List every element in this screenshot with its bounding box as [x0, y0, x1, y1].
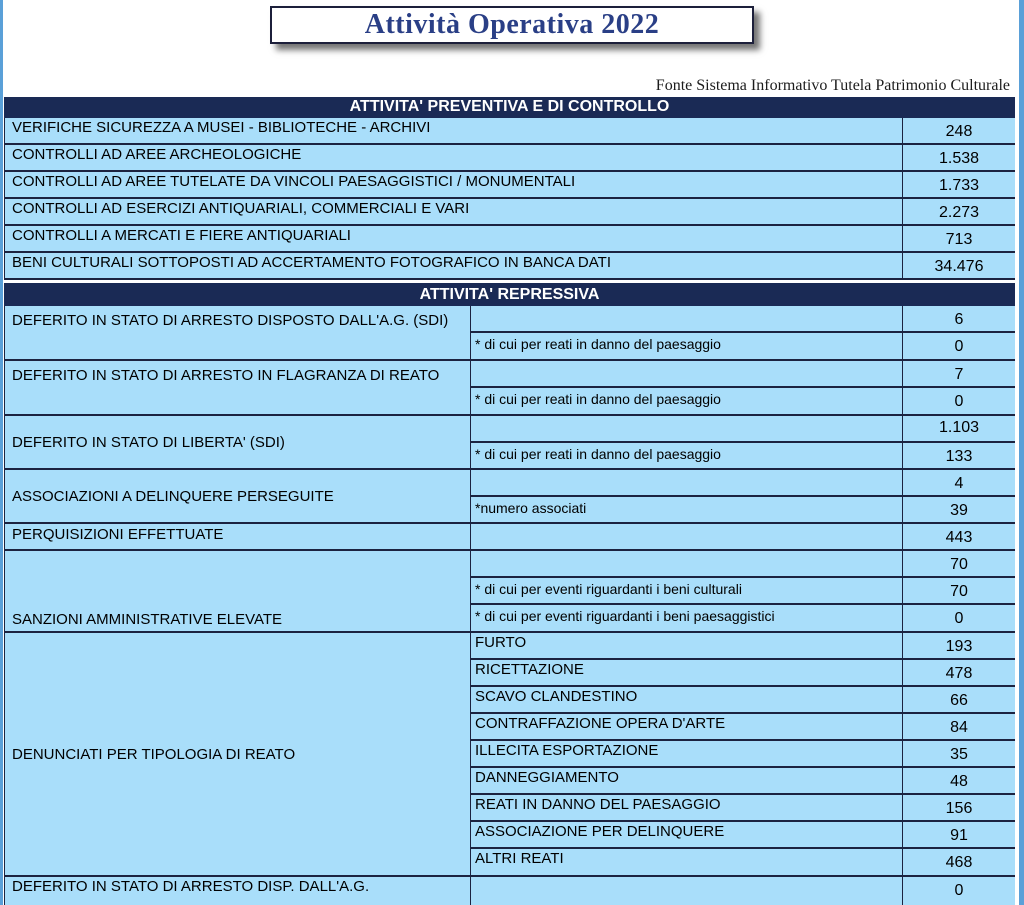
sub-label: * di cui per reati in danno del paesaggio	[470, 443, 902, 470]
sub-value: 39	[902, 497, 1015, 524]
window-right-border	[1019, 0, 1024, 905]
row-label: CONTROLLI AD ESERCIZI ANTIQUARIALI, COMMERCIALI E VARI	[4, 199, 902, 226]
section-header-preventive: ATTIVITA' PREVENTIVA E DI CONTROLLO	[4, 97, 1015, 118]
row-label: VERIFICHE SICUREZZA A MUSEI - BIBLIOTECHE - ARCHIVI	[4, 118, 902, 145]
row-value: 443	[902, 524, 1015, 551]
crime-type-label: SCAVO CLANDESTINO	[470, 687, 902, 714]
sub-label: *numero associati	[470, 497, 902, 524]
row-value: 713	[902, 226, 1015, 253]
crime-type-label: FURTO	[470, 633, 902, 660]
sub-label: * di cui per reati in danno del paesaggio	[470, 333, 902, 361]
title-box	[270, 6, 754, 44]
crime-type-label: CONTRAFFAZIONE OPERA D'ARTE	[470, 714, 902, 741]
row-value: 70	[902, 551, 1015, 578]
row-label: DEFERITO IN STATO DI ARRESTO DISP. DALL'A.G.	[4, 877, 470, 905]
row-label: CONTROLLI A MERCATI E FIERE ANTIQUARIALI	[4, 226, 902, 253]
crime-type-label: ASSOCIAZIONE PER DELINQUERE	[470, 822, 902, 849]
row-label: CONTROLLI AD AREE ARCHEOLOGICHE	[4, 145, 902, 172]
sub-label: * di cui per eventi riguardanti i beni paesaggistici	[470, 605, 902, 633]
row-value: 1.733	[902, 172, 1015, 199]
crime-type-value: 35	[902, 741, 1015, 768]
row-label: DEFERITO IN STATO DI LIBERTA' (SDI)	[4, 416, 470, 470]
crime-type-value: 193	[902, 633, 1015, 660]
empty-cell	[470, 361, 902, 388]
empty-cell	[470, 551, 902, 578]
row-label: DEFERITO IN STATO DI ARRESTO DISPOSTO DALL'A.G. (SDI)	[4, 306, 470, 361]
section-header-repressive: ATTIVITA' REPRESSIVA	[4, 283, 1015, 306]
crime-type-label: ILLECITA ESPORTAZIONE	[470, 741, 902, 768]
empty-cell	[470, 306, 902, 333]
page-title: Attività Operativa 2022	[364, 9, 660, 40]
source-note: Fonte Sistema Informativo Tutela Patrimonio Culturale	[655, 77, 1010, 94]
row-label: PERQUISIZIONI EFFETTUATE	[4, 524, 470, 551]
row-label: BENI CULTURALI SOTTOPOSTI AD ACCERTAMENTO FOTOGRAFICO IN BANCA DATI	[4, 253, 902, 280]
crime-type-value: 91	[902, 822, 1015, 849]
row-value: 248	[902, 118, 1015, 145]
window-left-border	[0, 0, 3, 905]
sub-value: 0	[902, 605, 1015, 633]
row-label: SANZIONI AMMINISTRATIVE ELEVATE	[4, 551, 470, 633]
empty-cell	[470, 524, 902, 551]
sub-value: 0	[902, 333, 1015, 361]
row-value: 7	[902, 361, 1015, 388]
crime-type-value: 468	[902, 849, 1015, 877]
row-value: 2.273	[902, 199, 1015, 226]
crime-type-value: 84	[902, 714, 1015, 741]
crime-type-label: DANNEGGIAMENTO	[470, 768, 902, 795]
sub-label: * di cui per reati in danno del paesaggio	[470, 388, 902, 416]
crime-type-label: REATI IN DANNO DEL PAESAGGIO	[470, 795, 902, 822]
row-value: 0	[902, 877, 1015, 905]
crime-type-label: RICETTAZIONE	[470, 660, 902, 687]
row-label: DENUNCIATI PER TIPOLOGIA DI REATO	[4, 633, 470, 877]
row-label: DEFERITO IN STATO DI ARRESTO IN FLAGRANZA DI REATO	[4, 361, 470, 416]
crime-type-value: 156	[902, 795, 1015, 822]
row-value: 1.103	[902, 416, 1015, 443]
empty-cell	[470, 416, 902, 443]
row-value: 6	[902, 306, 1015, 333]
crime-type-label: ALTRI REATI	[470, 849, 902, 877]
crime-type-value: 478	[902, 660, 1015, 687]
crime-type-value: 48	[902, 768, 1015, 795]
sub-value: 70	[902, 578, 1015, 605]
empty-cell	[470, 470, 902, 497]
row-label: ASSOCIAZIONI A DELINQUERE PERSEGUITE	[4, 470, 470, 524]
row-value: 34.476	[902, 253, 1015, 280]
sub-value: 133	[902, 443, 1015, 470]
row-value: 1.538	[902, 145, 1015, 172]
empty-cell	[470, 877, 902, 905]
row-value: 4	[902, 470, 1015, 497]
row-label: CONTROLLI AD AREE TUTELATE DA VINCOLI PAESAGGISTICI / MONUMENTALI	[4, 172, 902, 199]
crime-type-value: 66	[902, 687, 1015, 714]
sub-value: 0	[902, 388, 1015, 416]
sub-label: * di cui per eventi riguardanti i beni culturali	[470, 578, 902, 605]
